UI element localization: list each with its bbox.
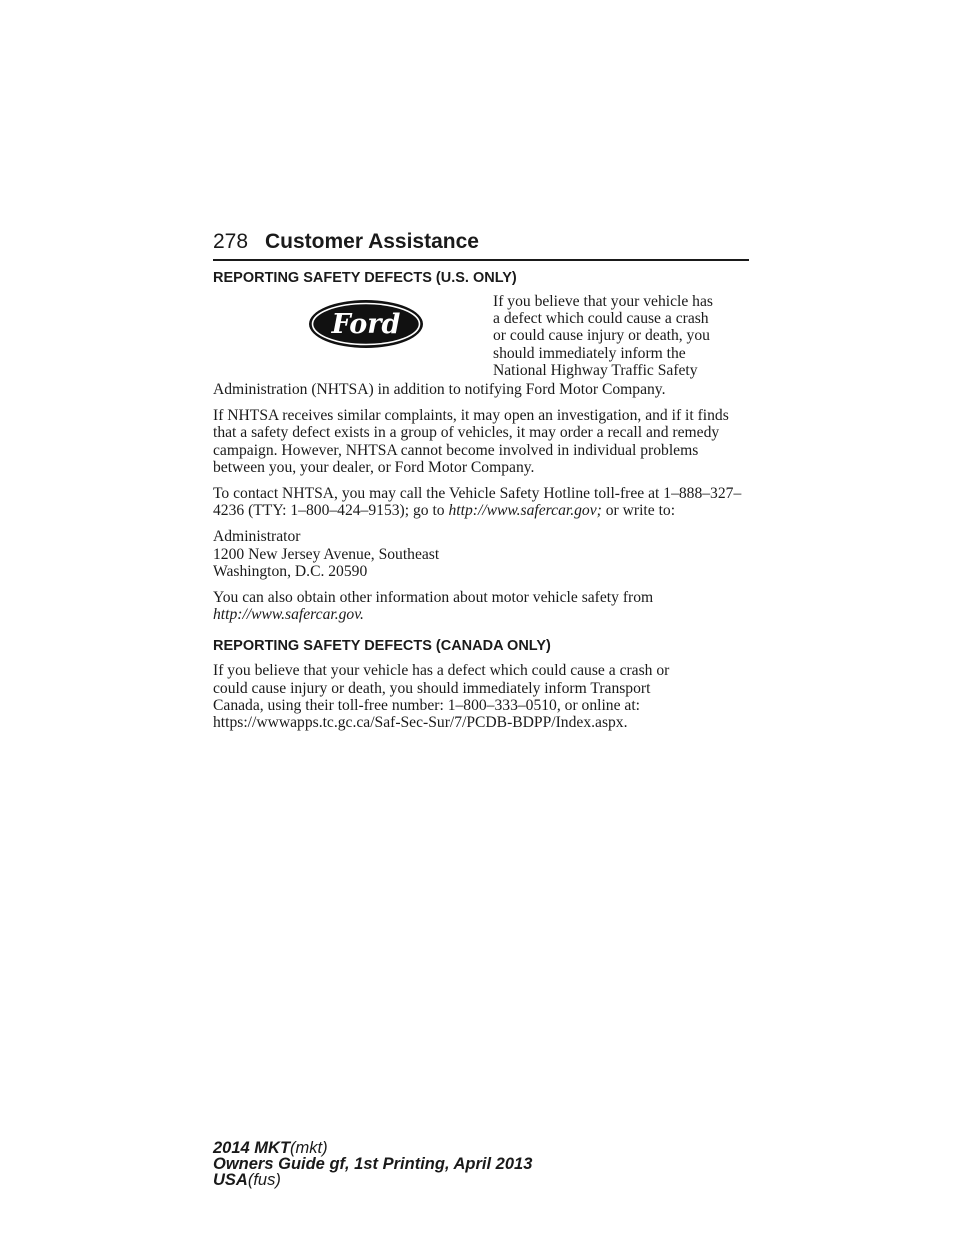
ford-logo-text: Ford [331,309,401,340]
intro-line: If you believe that your vehicle has [493,293,713,310]
info-text: You can also obtain other information about motor vehicle safety from [213,589,654,607]
header-rule [213,259,749,261]
intro-line: National Highway Traffic Safety [493,361,698,379]
canada-line: could cause injury or death, you should immediately inform Transport [213,679,651,697]
us-contact-paragraph [213,485,749,519]
nhtsa-address [213,528,749,580]
page-header [213,228,749,262]
address-line: Administrator [213,528,301,546]
footer-model-code: (mkt) [290,1139,328,1157]
page-number: 278 [213,230,249,253]
page-content [213,269,749,731]
us-intro-block [213,293,749,379]
canada-section-heading: REPORTING SAFETY DEFECTS (CANADA ONLY) [213,638,551,655]
canada-line: If you believe that your vehicle has a defect which could cause a crash or [213,662,670,680]
footer-market-code: (fus) [247,1171,281,1189]
safercar-info-link[interactable]: http://www.safercar.gov. [213,606,364,624]
footer-market-line [213,1172,532,1188]
ford-oval-logo-icon [308,299,424,349]
intro-line: a defect which could cause a crash [493,310,709,328]
address-line: Washington, D.C. 20590 [213,562,368,580]
intro-line: should immediately inform the [493,344,686,362]
contact-after: or write to: [605,502,676,520]
contact-text: To contact NHTSA, you may call the Vehicle Safety Hotline toll-free at 1–888–327–4236 (TTY: 1–800–424–9153); go to [213,485,742,520]
canada-paragraph [213,662,749,731]
footer-guide-line [213,1156,532,1172]
us-info-paragraph [213,589,749,623]
section-title: Customer Assistance [265,230,479,253]
footer-model: 2014 MKT [213,1139,291,1157]
us-section-heading: REPORTING SAFETY DEFECTS (U.S. ONLY) [213,270,517,286]
us-intro-column [493,293,749,379]
canada-line: Canada, using their toll-free number: 1–800–333–0510, or online at: [213,696,641,714]
safercar-link[interactable]: http://www.safercar.gov; [448,502,602,520]
canada-url: https://wwwapps.tc.gc.ca/Saf-Sec-Sur/7/PCDB-BDPP/Index.aspx. [213,714,628,732]
page-footer [213,1140,532,1188]
footer-market: USA [213,1171,248,1189]
us-intro-continuation: Administration (NHTSA) in addition to notifying Ford Motor Company. [213,381,666,398]
footer-guide: Owners Guide gf, 1st Printing, April 2013 [213,1155,533,1173]
footer-model-line [213,1140,532,1156]
address-line: 1200 New Jersey Avenue, Southeast [213,545,440,563]
us-investigation-paragraph: If NHTSA receives similar complaints, it may open an investigation, and if it finds that a safety defect exists in a group of vehicles, it may order a recall and remedy campaign. However, NHTSA cannot become involved in individual problems between you, your dealer, or Ford Motor Company. [213,407,729,476]
intro-line: or could cause injury or death, you [493,327,710,345]
